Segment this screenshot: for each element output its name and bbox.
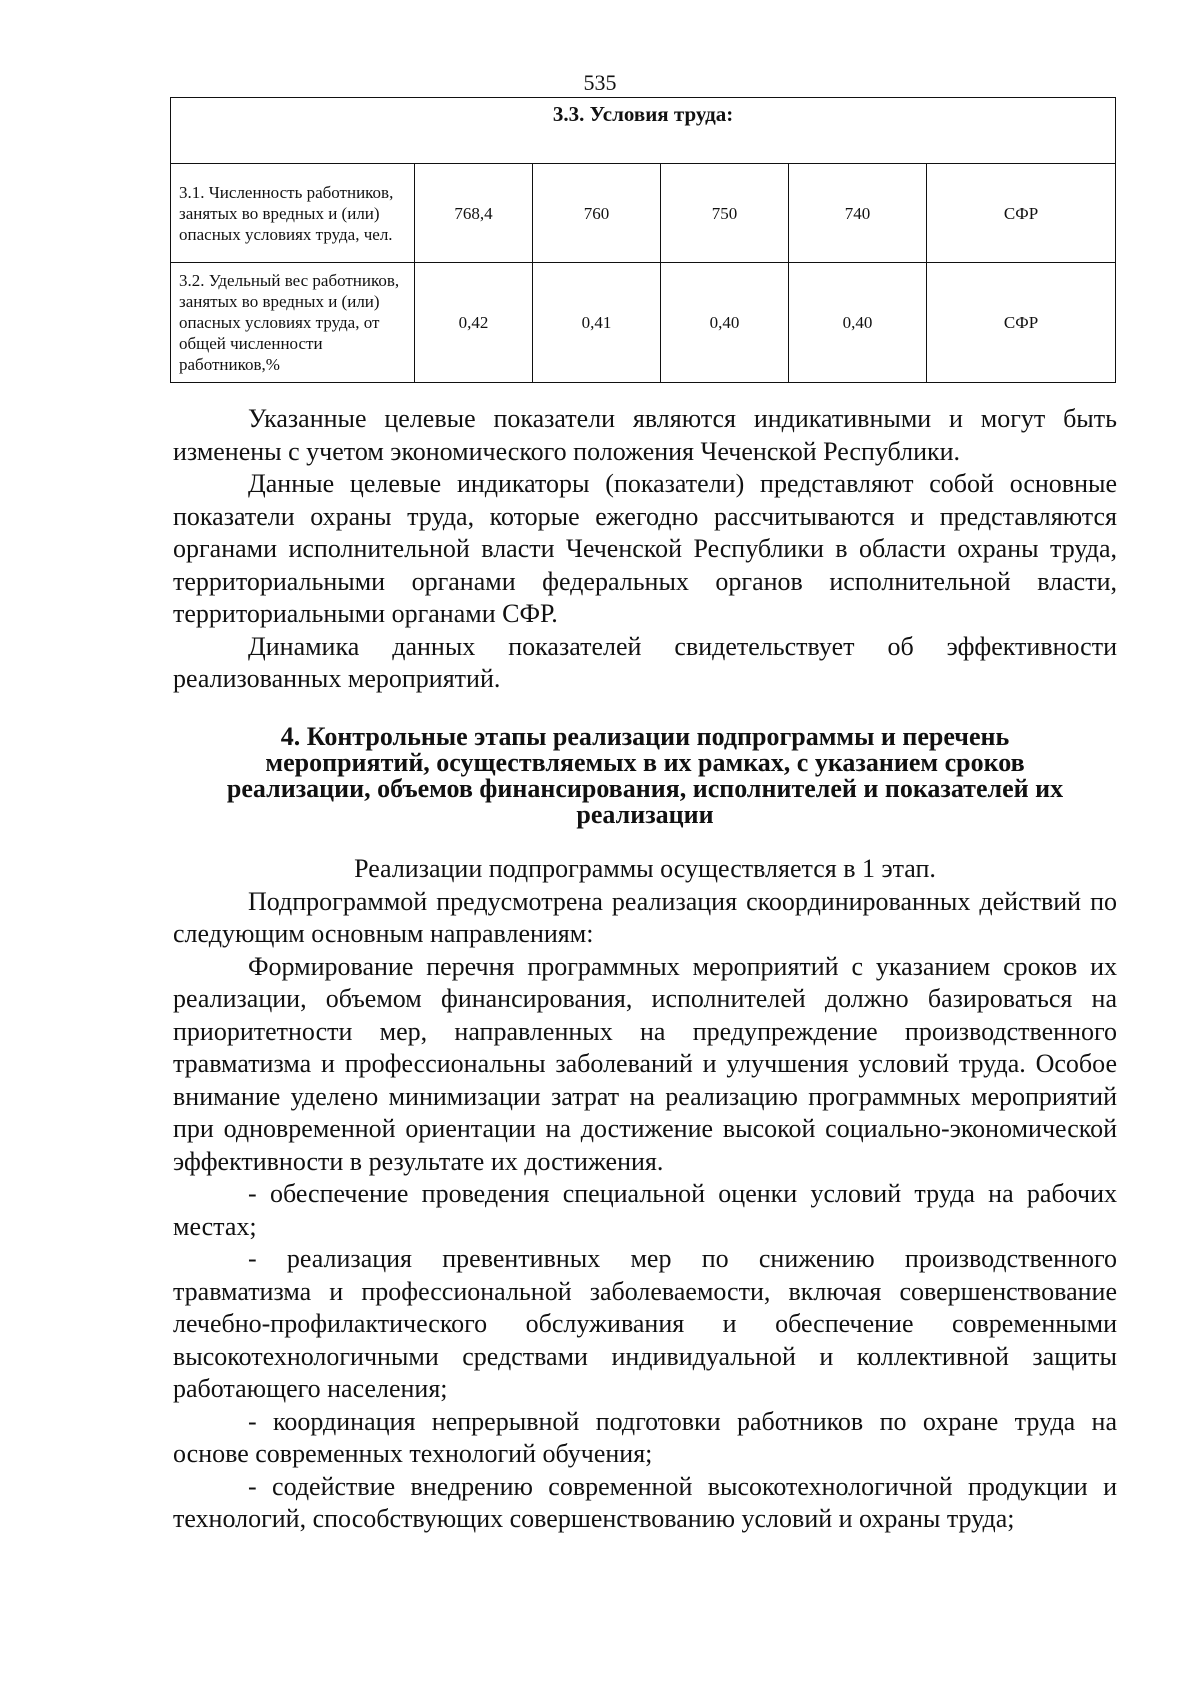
- row-value: 0,40: [789, 263, 927, 383]
- heading-line: реализации: [576, 800, 714, 829]
- row-value: 760: [533, 164, 661, 263]
- row-source: СФР: [927, 164, 1116, 263]
- paragraph: Формирование перечня программных мероприятий с указанием сроков их реализации, объемом финансирования, исполнителей должно базироваться на приоритетности мер, направленных на предупреждение производственного травматизма и профессиональны заболеваний и улучшения условий труда. Особое внимание уделено минимизации затрат на реализацию программных мероприятий при одновременной ориентации на достижение высокой социально-экономической эффективности в результате их достижения.: [173, 951, 1117, 1176]
- indicators-table: [170, 97, 1116, 383]
- heading-line: реализации, объемов финансирования, исполнителей и показателей их: [226, 774, 1064, 803]
- paragraph: Динамика данных показателей свидетельствует об эффективности реализованных мероприятий.: [173, 631, 1117, 693]
- row-value: 750: [661, 164, 789, 263]
- paragraph: Данные целевые индикаторы (показатели) представляют собой основные показатели охраны труда, которые ежегодно рассчитываются и представляются органами исполнительной власти Чеченской Республики в области охраны труда, территориальными органами федеральных органов исполнительной власти, территориальными органами СФР.: [173, 469, 1117, 628]
- paragraph: Указанные целевые показатели являются индикативными и могут быть изменены с учетом экономического положения Чеченской Республики.: [173, 404, 1117, 466]
- table-section-title: 3.3. Условия труда:: [171, 98, 1116, 164]
- table-row: [171, 263, 1116, 383]
- heading-line: мероприятий, осуществляемых в их рамках, с указанием сроков: [265, 748, 1025, 777]
- bullet-item: - содействие внедрению современной высокотехнологичной продукции и технологий, способствующих совершенствованию условий и охраны труда;: [173, 1471, 1117, 1533]
- table-row: [171, 164, 1116, 263]
- bullet-item: - координация непрерывной подготовки работников по охране труда на основе современных технологий обучения;: [173, 1406, 1117, 1468]
- row-value: 768,4: [415, 164, 533, 263]
- row-value: 0,42: [415, 263, 533, 383]
- paragraph: Реализации подпрограммы осуществляется в 1 этап.: [354, 854, 936, 883]
- section-body: [173, 853, 1117, 1536]
- row-source: СФР: [927, 263, 1116, 383]
- indicators-commentary: [173, 403, 1117, 696]
- row-label: 3.1. Численность работников, занятых во вредных и (или) опасных условиях труда, чел.: [171, 164, 415, 263]
- row-value: 0,41: [533, 263, 661, 383]
- bullet-item: - реализация превентивных мер по снижению производственного травматизма и профессиональной заболеваемости, включая совершенствование лечебно-профилактического обслуживания и обеспечение современными высокотехнологичными средствами индивидуальной и коллективной защиты работающего населения;: [173, 1244, 1117, 1403]
- row-label: 3.2. Удельный вес работников, занятых во вредных и (или) опасных условиях труда, от общей численности работников,%: [171, 263, 415, 383]
- row-value: 740: [789, 164, 927, 263]
- bullet-item: - обеспечение проведения специальной оценки условий труда на рабочих местах;: [173, 1179, 1117, 1241]
- section-heading: [173, 724, 1117, 828]
- heading-line: 4. Контрольные этапы реализации подпрограммы и перечень: [280, 722, 1010, 751]
- page-number: 535: [583, 70, 617, 95]
- paragraph: Подпрограммой предусмотрена реализация скоординированных действий по следующим основным направлениям:: [173, 886, 1117, 948]
- row-value: 0,40: [661, 263, 789, 383]
